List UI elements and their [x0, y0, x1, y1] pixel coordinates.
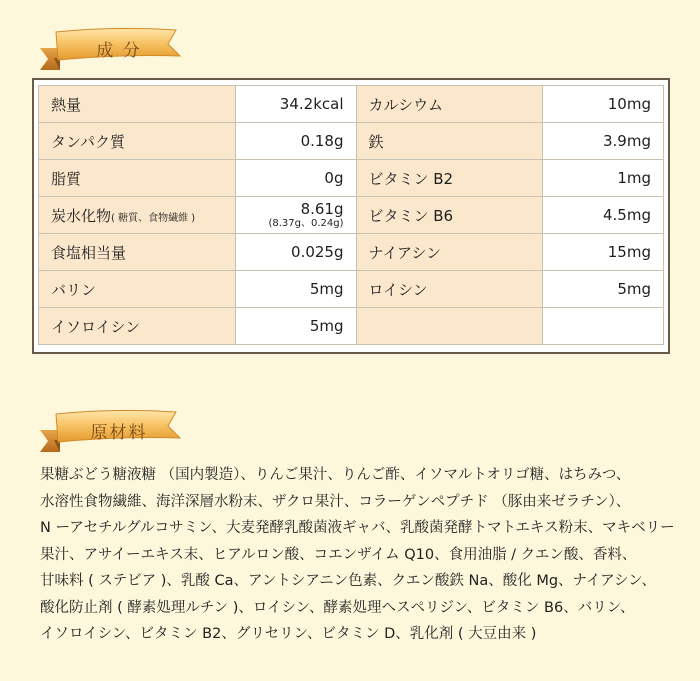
- nutrition-table-frame: [32, 78, 670, 354]
- nutrient-value: 5mg: [235, 308, 356, 345]
- empty-cell: [543, 308, 664, 345]
- nutrient-name: ビタミン B6: [356, 197, 543, 234]
- nutrient-value: 0.025g: [235, 234, 356, 271]
- empty-cell: [356, 308, 543, 345]
- nutrient-name-cell: [39, 197, 236, 234]
- nutrient-note: ( 糖質、食物繊維 ): [111, 212, 196, 224]
- nutrient-name: ビタミン B2: [356, 160, 543, 197]
- table-row: [39, 271, 664, 308]
- nutrient-value: 15mg: [543, 234, 664, 271]
- nutrient-name: 炭水化物: [51, 206, 112, 225]
- table-row: [39, 160, 664, 197]
- ingredients-line: イソロイシン、ビタミン B2、グリセリン、ビタミン D、乳化剤 ( 大豆由来 ): [40, 626, 537, 642]
- nutrient-name: 脂質: [39, 160, 236, 197]
- nutrition-section-title: 成 分: [96, 40, 142, 61]
- nutrient-name: ロイシン: [356, 271, 543, 308]
- nutrient-name: タンパク質: [39, 123, 236, 160]
- nutrition-table: [38, 85, 664, 345]
- nutrient-value: 3.9mg: [543, 123, 664, 160]
- table-row: [39, 86, 664, 123]
- ingredients-line: 果汁、アサイーエキス末、ヒアルロン酸、コエンザイム Q10、食用油脂 / クエン酸、香料、: [40, 546, 637, 563]
- nutrient-name: イソロイシン: [39, 308, 236, 345]
- ingredients-text: [40, 462, 675, 648]
- nutrient-value: 10mg: [543, 86, 664, 123]
- nutrient-name: ナイアシン: [356, 234, 543, 271]
- nutrient-value: 1mg: [543, 160, 664, 197]
- nutrient-name: 熱量: [39, 86, 236, 123]
- materials-section-title: 原材料: [90, 422, 148, 443]
- table-row: [39, 308, 664, 345]
- nutrient-name: 食塩相当量: [39, 234, 236, 271]
- ingredients-line: 酸化防止剤 ( 酵素処理ルチン )、ロイシン、酵素処理へスペリジン、ビタミン B6、バリン、: [40, 599, 635, 616]
- nutrient-value: 5mg: [235, 271, 356, 308]
- table-row: [39, 234, 664, 271]
- nutrient-value: 34.2kcal: [235, 86, 356, 123]
- nutrient-name: バリン: [39, 271, 236, 308]
- ingredients-line: 甘味料 ( ステビア )、乳酸 Ca、アントシアニン色素、クエン酸鉄 Na、酸化 Mg、ナイアシン、: [40, 573, 656, 589]
- ingredients-line: 水溶性食物繊維、海洋深層水粉末、ザクロ果汁、コラーゲンペプチド （豚由来ゼラチン）、: [40, 493, 631, 510]
- nutrient-value: 4.5mg: [543, 197, 664, 234]
- nutrient-value: 0.18g: [235, 123, 356, 160]
- nutrition-section-ribbon: [36, 26, 186, 76]
- materials-section-ribbon: [36, 408, 186, 458]
- table-row: [39, 123, 664, 160]
- nutrient-value: 8.61g: [300, 199, 344, 218]
- nutrient-value-cell: [235, 197, 356, 234]
- nutrient-name: カルシウム: [356, 86, 543, 123]
- ingredients-line: 果糖ぶどう糖液糖 （国内製造）、りんご果汁、りんご酢、イソマルトオリゴ糖、はちみつ、: [40, 467, 631, 483]
- nutrient-value: 0g: [235, 160, 356, 197]
- nutrient-name: 鉄: [356, 123, 543, 160]
- ingredients-line: N ーアセチルグルコサミン、大麦発酵乳酸菌液ギャバ、乳酸菌発酵トマトエキス粉末、マキベリー: [40, 520, 675, 536]
- nutrient-value: 5mg: [543, 271, 664, 308]
- table-row: [39, 197, 664, 234]
- nutrient-value-breakdown: (8.37g、0.24g): [268, 217, 344, 229]
